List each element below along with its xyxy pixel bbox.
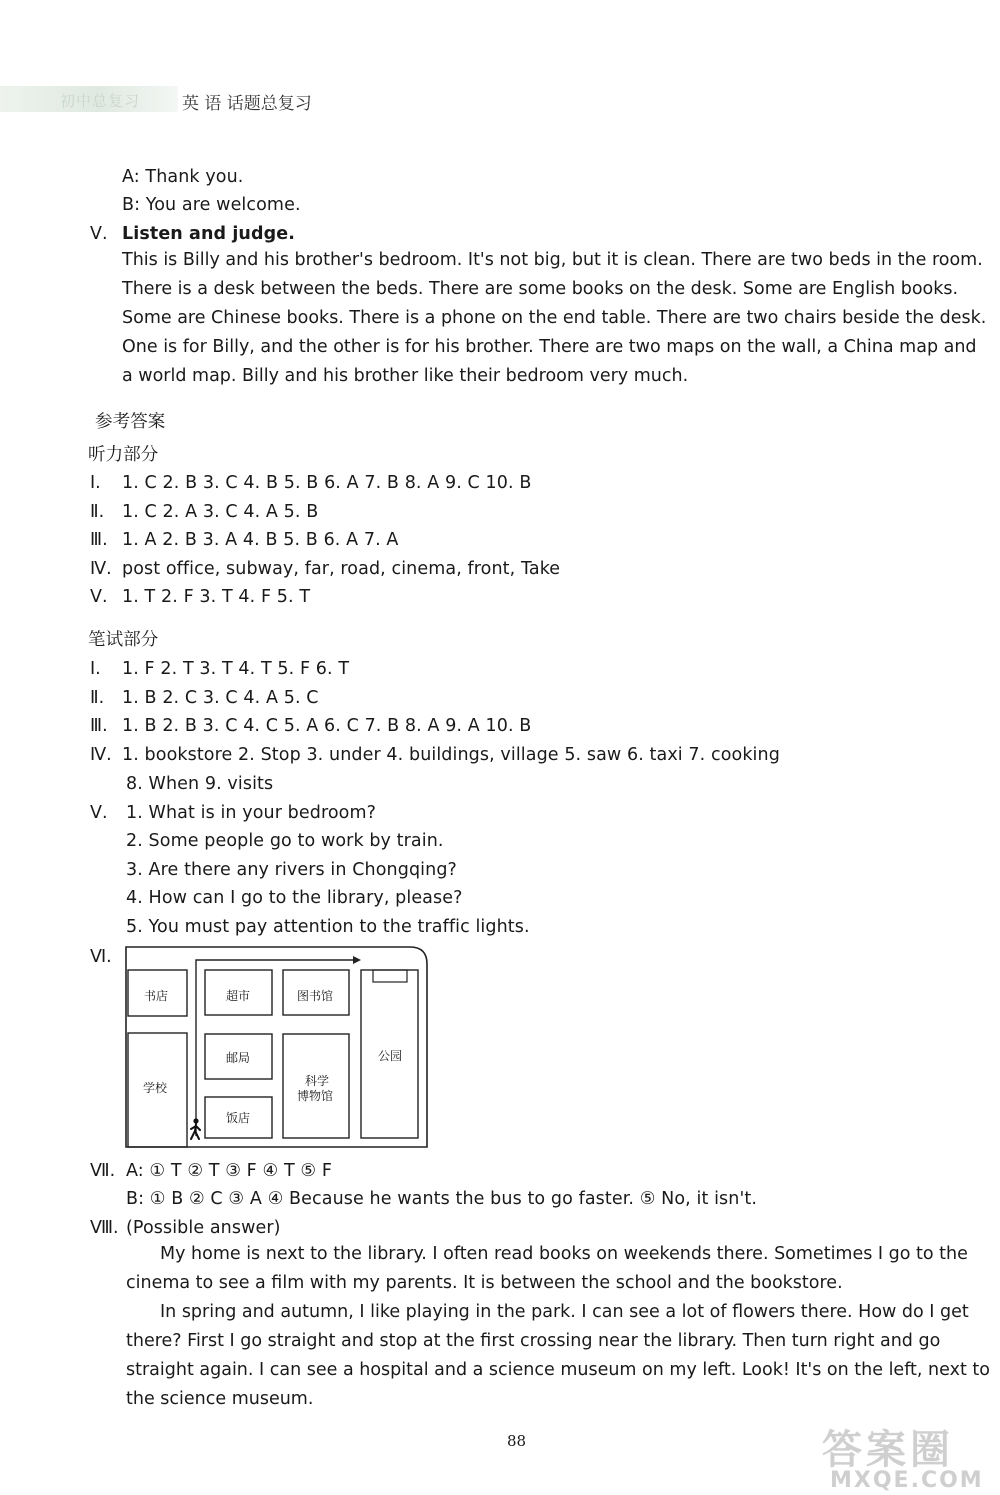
essay-line: there? First I go straight and stop at the first crossing near the library. Then turn right and go — [126, 1331, 941, 1351]
written-v-item: 2. Some people go to work by train. — [126, 831, 444, 851]
watermark-logo — [800, 1418, 1000, 1495]
map-label-restaurant: 饭店 — [226, 1111, 251, 1125]
watermark-top: 答案圈 — [822, 1427, 954, 1473]
listening-row-num: Ⅲ. — [90, 530, 108, 550]
written-viii-num: Ⅷ. — [90, 1218, 119, 1238]
listening-row-text: 1. T 2. F 3. T 4. F 5. T — [122, 587, 311, 607]
map-label-school: 学校 — [143, 1081, 168, 1095]
written-row-num: Ⅰ. — [90, 659, 101, 679]
written-viii-essay — [126, 1240, 990, 1414]
walking-person-icon — [188, 1118, 204, 1140]
passage-line: Some are Chinese books. There is a phone on the end table. There are two chairs beside the desk. — [122, 308, 987, 328]
watermark-bottom: MXQE.COM — [830, 1468, 984, 1493]
answers-heading: 参考答案 — [95, 412, 166, 432]
written-row-text: 1. B 2. C 3. C 4. A 5. C — [122, 688, 319, 708]
map-label-science-1: 科学 — [305, 1074, 330, 1088]
passage-line: There is a desk between the beds. There are some books on the desk. Some are English books. — [122, 279, 959, 299]
dialogue-line-b: B: You are welcome. — [122, 195, 301, 215]
section-v-numeral: Ⅴ. — [90, 224, 108, 244]
listening-heading: 听力部分 — [88, 445, 159, 465]
written-vii-b: B: ① B ② C ③ A ④ Because he wants the bus to go faster. ⑤ No, it isn't. — [126, 1189, 757, 1209]
listening-row-text: 1. A 2. B 3. A 4. B 5. B 6. A 7. A — [122, 530, 399, 550]
written-v-item: 1. What is in your bedroom? — [126, 803, 377, 823]
listening-row-num: Ⅴ. — [90, 587, 108, 607]
written-row-iv-cont: 8. When 9. visits — [126, 774, 274, 794]
map-label-library: 图书馆 — [297, 989, 334, 1003]
map-label-bookstore: 书店 — [144, 989, 169, 1003]
map-label-park: 公园 — [378, 1049, 403, 1063]
passage-line: a world map. Billy and his brother like their bedroom very much. — [122, 366, 689, 386]
essay-line: straight again. I can see a hospital and a science museum on my left. Look! It's on the left, next to — [126, 1360, 990, 1380]
written-v-item: 3. Are there any rivers in Chongqing? — [126, 860, 457, 880]
written-heading: 笔试部分 — [88, 630, 159, 650]
section-v-passage — [122, 246, 986, 391]
written-row-num: Ⅱ. — [90, 688, 105, 708]
listening-row-num: Ⅱ. — [90, 502, 105, 522]
street-map — [125, 946, 428, 1148]
written-row-text: 1. B 2. B 3. C 4. C 5. A 6. C 7. B 8. A 9. A 10. B — [122, 716, 532, 736]
written-v-item: 4. How can I go to the library, please? — [126, 888, 463, 908]
essay-line: My home is next to the library. I often read books on weekends there. Sometimes I go to the — [160, 1244, 968, 1264]
listening-row-text: 1. C 2. B 3. C 4. B 5. B 6. A 7. B 8. A 9. C 10. B — [122, 473, 532, 493]
listening-row-num: Ⅰ. — [90, 473, 101, 493]
written-vi-num: Ⅵ. — [90, 947, 112, 967]
written-row-text: 1. F 2. T 3. T 4. T 5. F 6. T — [122, 659, 350, 679]
header-band-text: 初中总复习 — [60, 92, 141, 110]
written-v-item: 5. You must pay attention to the traffic lights. — [126, 917, 530, 937]
listening-row-text: 1. C 2. A 3. C 4. A 5. B — [122, 502, 319, 522]
listening-row-text: post office, subway, far, road, cinema, front, Take — [122, 559, 561, 579]
essay-line: In spring and autumn, I like playing in the park. I can see a lot of flowers there. How do I get — [160, 1302, 969, 1322]
written-row-num: Ⅳ. — [90, 745, 112, 765]
map-label-supermarket: 超市 — [226, 989, 251, 1003]
map-label-post-office: 邮局 — [226, 1051, 251, 1065]
essay-line: the science museum. — [126, 1389, 314, 1409]
dialogue-line-a: A: Thank you. — [122, 167, 244, 187]
listening-row-num: Ⅳ. — [90, 559, 112, 579]
page-number: 88 — [507, 1432, 527, 1450]
written-vii-a: A: ① T ② T ③ F ④ T ⑤ F — [126, 1161, 333, 1181]
written-row-text: 1. bookstore 2. Stop 3. under 4. buildings, village 5. saw 6. taxi 7. cooking — [122, 745, 780, 765]
map-label-science-2: 博物馆 — [297, 1089, 334, 1103]
written-vii-num: Ⅶ. — [90, 1161, 116, 1181]
passage-line: This is Billy and his brother's bedroom. It's not big, but it is clean. There are two beds in the room. — [122, 250, 983, 270]
essay-line: cinema to see a film with my parents. It is between the school and the bookstore. — [126, 1273, 843, 1293]
written-row-num: Ⅲ. — [90, 716, 108, 736]
section-v-title: Listen and judge. — [122, 224, 295, 244]
passage-line: One is for Billy, and the other is for his brother. There are two maps on the wall, a China map and — [122, 337, 977, 357]
header-title: 英 语 话题总复习 — [182, 94, 312, 114]
written-viii-label: (Possible answer) — [126, 1218, 281, 1238]
written-v-num: Ⅴ. — [90, 803, 108, 823]
